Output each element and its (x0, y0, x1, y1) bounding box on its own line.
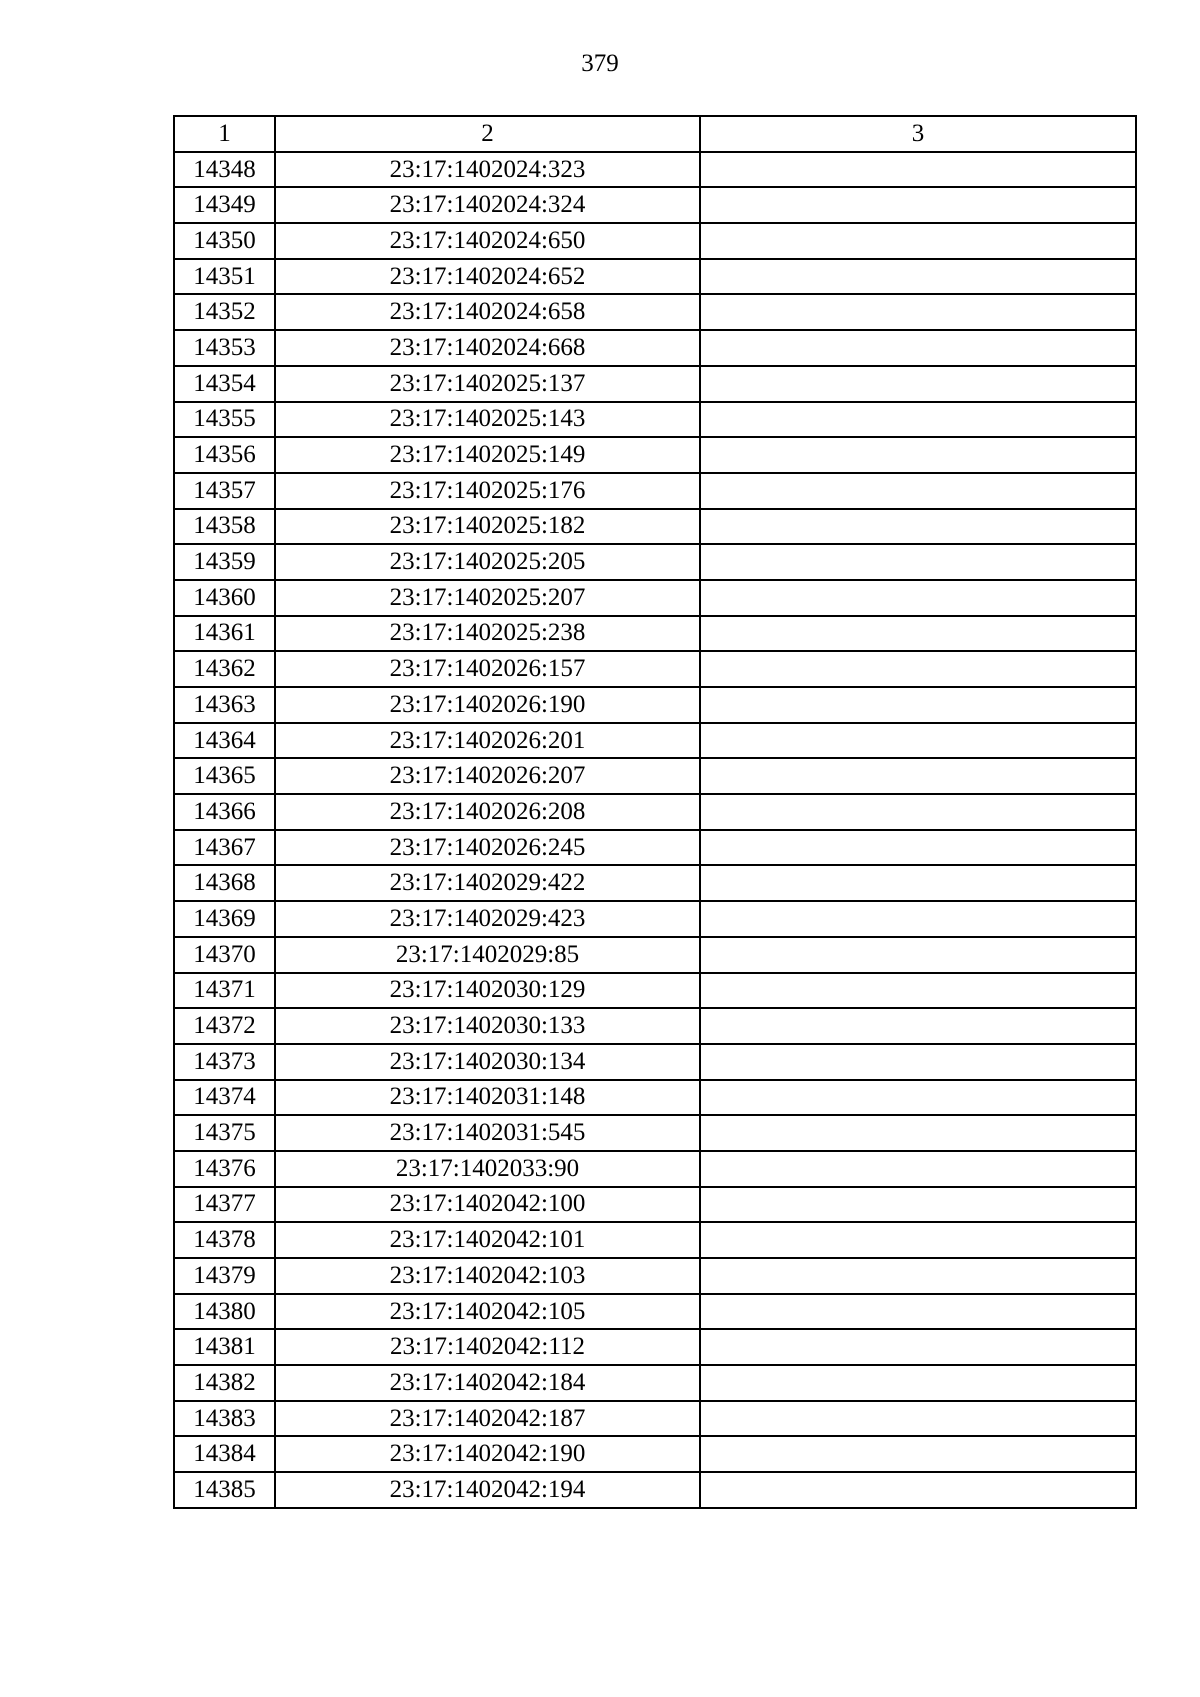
notes-cell (700, 1436, 1136, 1472)
cadastral-number-cell: 23:17:1402031:148 (275, 1080, 700, 1116)
cadastral-number-cell: 23:17:1402030:134 (275, 1044, 700, 1080)
table-row (174, 901, 1136, 937)
notes-cell (700, 1329, 1136, 1365)
table-row (174, 152, 1136, 188)
table-row (174, 1222, 1136, 1258)
table-row (174, 1365, 1136, 1401)
table-row (174, 294, 1136, 330)
notes-cell (700, 1080, 1136, 1116)
cadastral-number-cell: 23:17:1402025:182 (275, 509, 700, 545)
column-header-3: 3 (700, 116, 1136, 152)
cadastral-number-cell: 23:17:1402026:157 (275, 651, 700, 687)
row-number-cell: 14367 (174, 830, 275, 866)
table-row (174, 580, 1136, 616)
notes-cell (700, 366, 1136, 402)
table-row (174, 830, 1136, 866)
cadastral-number-cell: 23:17:1402042:100 (275, 1187, 700, 1223)
table-row (174, 1115, 1136, 1151)
cadastral-number-cell: 23:17:1402026:201 (275, 723, 700, 759)
notes-cell (700, 1044, 1136, 1080)
row-number-cell: 14348 (174, 152, 275, 188)
notes-cell (700, 1222, 1136, 1258)
table-row (174, 1044, 1136, 1080)
cadastral-number-cell: 23:17:1402026:245 (275, 830, 700, 866)
notes-cell (700, 402, 1136, 438)
cadastral-number-cell: 23:17:1402042:187 (275, 1401, 700, 1437)
table-row (174, 259, 1136, 295)
notes-cell (700, 294, 1136, 330)
notes-cell (700, 616, 1136, 652)
table-row (174, 1294, 1136, 1330)
cadastral-number-cell: 23:17:1402030:133 (275, 1008, 700, 1044)
row-number-cell: 14359 (174, 544, 275, 580)
table-row (174, 1436, 1136, 1472)
cadastral-number-cell: 23:17:1402029:422 (275, 865, 700, 901)
row-number-cell: 14384 (174, 1436, 275, 1472)
notes-cell (700, 152, 1136, 188)
cadastral-number-cell: 23:17:1402026:207 (275, 758, 700, 794)
notes-cell (700, 259, 1136, 295)
row-number-cell: 14373 (174, 1044, 275, 1080)
table-row (174, 723, 1136, 759)
notes-cell (700, 1365, 1136, 1401)
row-number-cell: 14376 (174, 1151, 275, 1187)
table-body (174, 152, 1136, 1508)
cadastral-number-cell: 23:17:1402025:137 (275, 366, 700, 402)
cadastral-number-cell: 23:17:1402024:324 (275, 187, 700, 223)
cadastral-number-cell: 23:17:1402025:143 (275, 402, 700, 438)
table-row (174, 402, 1136, 438)
table-row (174, 937, 1136, 973)
row-number-cell: 14351 (174, 259, 275, 295)
notes-cell (700, 1294, 1136, 1330)
cadastral-number-cell: 23:17:1402024:650 (275, 223, 700, 259)
notes-cell (700, 1151, 1136, 1187)
cadastral-number-cell: 23:17:1402042:194 (275, 1472, 700, 1508)
notes-cell (700, 1187, 1136, 1223)
row-number-cell: 14381 (174, 1329, 275, 1365)
notes-cell (700, 830, 1136, 866)
notes-cell (700, 1008, 1136, 1044)
cadastral-number-cell: 23:17:1402042:103 (275, 1258, 700, 1294)
row-number-cell: 14352 (174, 294, 275, 330)
row-number-cell: 14357 (174, 473, 275, 509)
cadastral-number-cell: 23:17:1402025:238 (275, 616, 700, 652)
row-number-cell: 14355 (174, 402, 275, 438)
row-number-cell: 14382 (174, 1365, 275, 1401)
cadastral-number-cell: 23:17:1402029:85 (275, 937, 700, 973)
cadastral-number-cell: 23:17:1402042:184 (275, 1365, 700, 1401)
cadastral-number-cell: 23:17:1402026:190 (275, 687, 700, 723)
table-row (174, 1187, 1136, 1223)
notes-cell (700, 973, 1136, 1009)
row-number-cell: 14354 (174, 366, 275, 402)
notes-cell (700, 473, 1136, 509)
table-row (174, 1151, 1136, 1187)
notes-cell (700, 901, 1136, 937)
row-number-cell: 14380 (174, 1294, 275, 1330)
cadastral-number-cell: 23:17:1402030:129 (275, 973, 700, 1009)
table-row (174, 1080, 1136, 1116)
cadastral-number-cell: 23:17:1402025:207 (275, 580, 700, 616)
row-number-cell: 14370 (174, 937, 275, 973)
row-number-cell: 14377 (174, 1187, 275, 1223)
row-number-cell: 14363 (174, 687, 275, 723)
row-number-cell: 14383 (174, 1401, 275, 1437)
notes-cell (700, 330, 1136, 366)
notes-cell (700, 1472, 1136, 1508)
row-number-cell: 14372 (174, 1008, 275, 1044)
table-row (174, 187, 1136, 223)
cadastral-number-cell: 23:17:1402024:323 (275, 152, 700, 188)
cadastral-number-cell: 23:17:1402031:545 (275, 1115, 700, 1151)
table-row (174, 330, 1136, 366)
data-table (173, 115, 1137, 1509)
table-row (174, 544, 1136, 580)
table-row (174, 437, 1136, 473)
column-header-1: 1 (174, 116, 275, 152)
row-number-cell: 14356 (174, 437, 275, 473)
table-row (174, 1008, 1136, 1044)
cadastral-number-cell: 23:17:1402042:105 (275, 1294, 700, 1330)
cadastral-number-cell: 23:17:1402042:101 (275, 1222, 700, 1258)
notes-cell (700, 509, 1136, 545)
cadastral-number-cell: 23:17:1402042:112 (275, 1329, 700, 1365)
cadastral-number-cell: 23:17:1402033:90 (275, 1151, 700, 1187)
table-row (174, 865, 1136, 901)
notes-cell (700, 187, 1136, 223)
row-number-cell: 14366 (174, 794, 275, 830)
row-number-cell: 14365 (174, 758, 275, 794)
notes-cell (700, 687, 1136, 723)
cadastral-number-cell: 23:17:1402024:652 (275, 259, 700, 295)
notes-cell (700, 865, 1136, 901)
row-number-cell: 14369 (174, 901, 275, 937)
notes-cell (700, 758, 1136, 794)
notes-cell (700, 544, 1136, 580)
table-row (174, 1401, 1136, 1437)
cadastral-number-cell: 23:17:1402029:423 (275, 901, 700, 937)
table-row (174, 1472, 1136, 1508)
row-number-cell: 14378 (174, 1222, 275, 1258)
row-number-cell: 14362 (174, 651, 275, 687)
column-header-2: 2 (275, 116, 700, 152)
row-number-cell: 14371 (174, 973, 275, 1009)
cadastral-number-cell: 23:17:1402025:149 (275, 437, 700, 473)
table-row (174, 687, 1136, 723)
row-number-cell: 14375 (174, 1115, 275, 1151)
table-row (174, 509, 1136, 545)
cadastral-number-cell: 23:17:1402024:668 (275, 330, 700, 366)
row-number-cell: 14358 (174, 509, 275, 545)
table-row (174, 1329, 1136, 1365)
notes-cell (700, 651, 1136, 687)
row-number-cell: 14353 (174, 330, 275, 366)
notes-cell (700, 1401, 1136, 1437)
row-number-cell: 14374 (174, 1080, 275, 1116)
row-number-cell: 14350 (174, 223, 275, 259)
table-row (174, 616, 1136, 652)
row-number-cell: 14364 (174, 723, 275, 759)
notes-cell (700, 1115, 1136, 1151)
table-row (174, 223, 1136, 259)
notes-cell (700, 937, 1136, 973)
table-row (174, 794, 1136, 830)
notes-cell (700, 723, 1136, 759)
notes-cell (700, 1258, 1136, 1294)
cadastral-number-cell: 23:17:1402042:190 (275, 1436, 700, 1472)
row-number-cell: 14349 (174, 187, 275, 223)
cadastral-number-cell: 23:17:1402026:208 (275, 794, 700, 830)
table-row (174, 973, 1136, 1009)
row-number-cell: 14361 (174, 616, 275, 652)
cadastral-number-cell: 23:17:1402025:205 (275, 544, 700, 580)
row-number-cell: 14360 (174, 580, 275, 616)
table-header-row (174, 116, 1136, 152)
table-row (174, 758, 1136, 794)
row-number-cell: 14368 (174, 865, 275, 901)
notes-cell (700, 794, 1136, 830)
row-number-cell: 14379 (174, 1258, 275, 1294)
notes-cell (700, 437, 1136, 473)
cadastral-number-cell: 23:17:1402025:176 (275, 473, 700, 509)
table-row (174, 473, 1136, 509)
cadastral-number-cell: 23:17:1402024:658 (275, 294, 700, 330)
page-number: 379 (581, 50, 619, 77)
table-row (174, 651, 1136, 687)
table-row (174, 1258, 1136, 1294)
row-number-cell: 14385 (174, 1472, 275, 1508)
notes-cell (700, 580, 1136, 616)
notes-cell (700, 223, 1136, 259)
table-row (174, 366, 1136, 402)
